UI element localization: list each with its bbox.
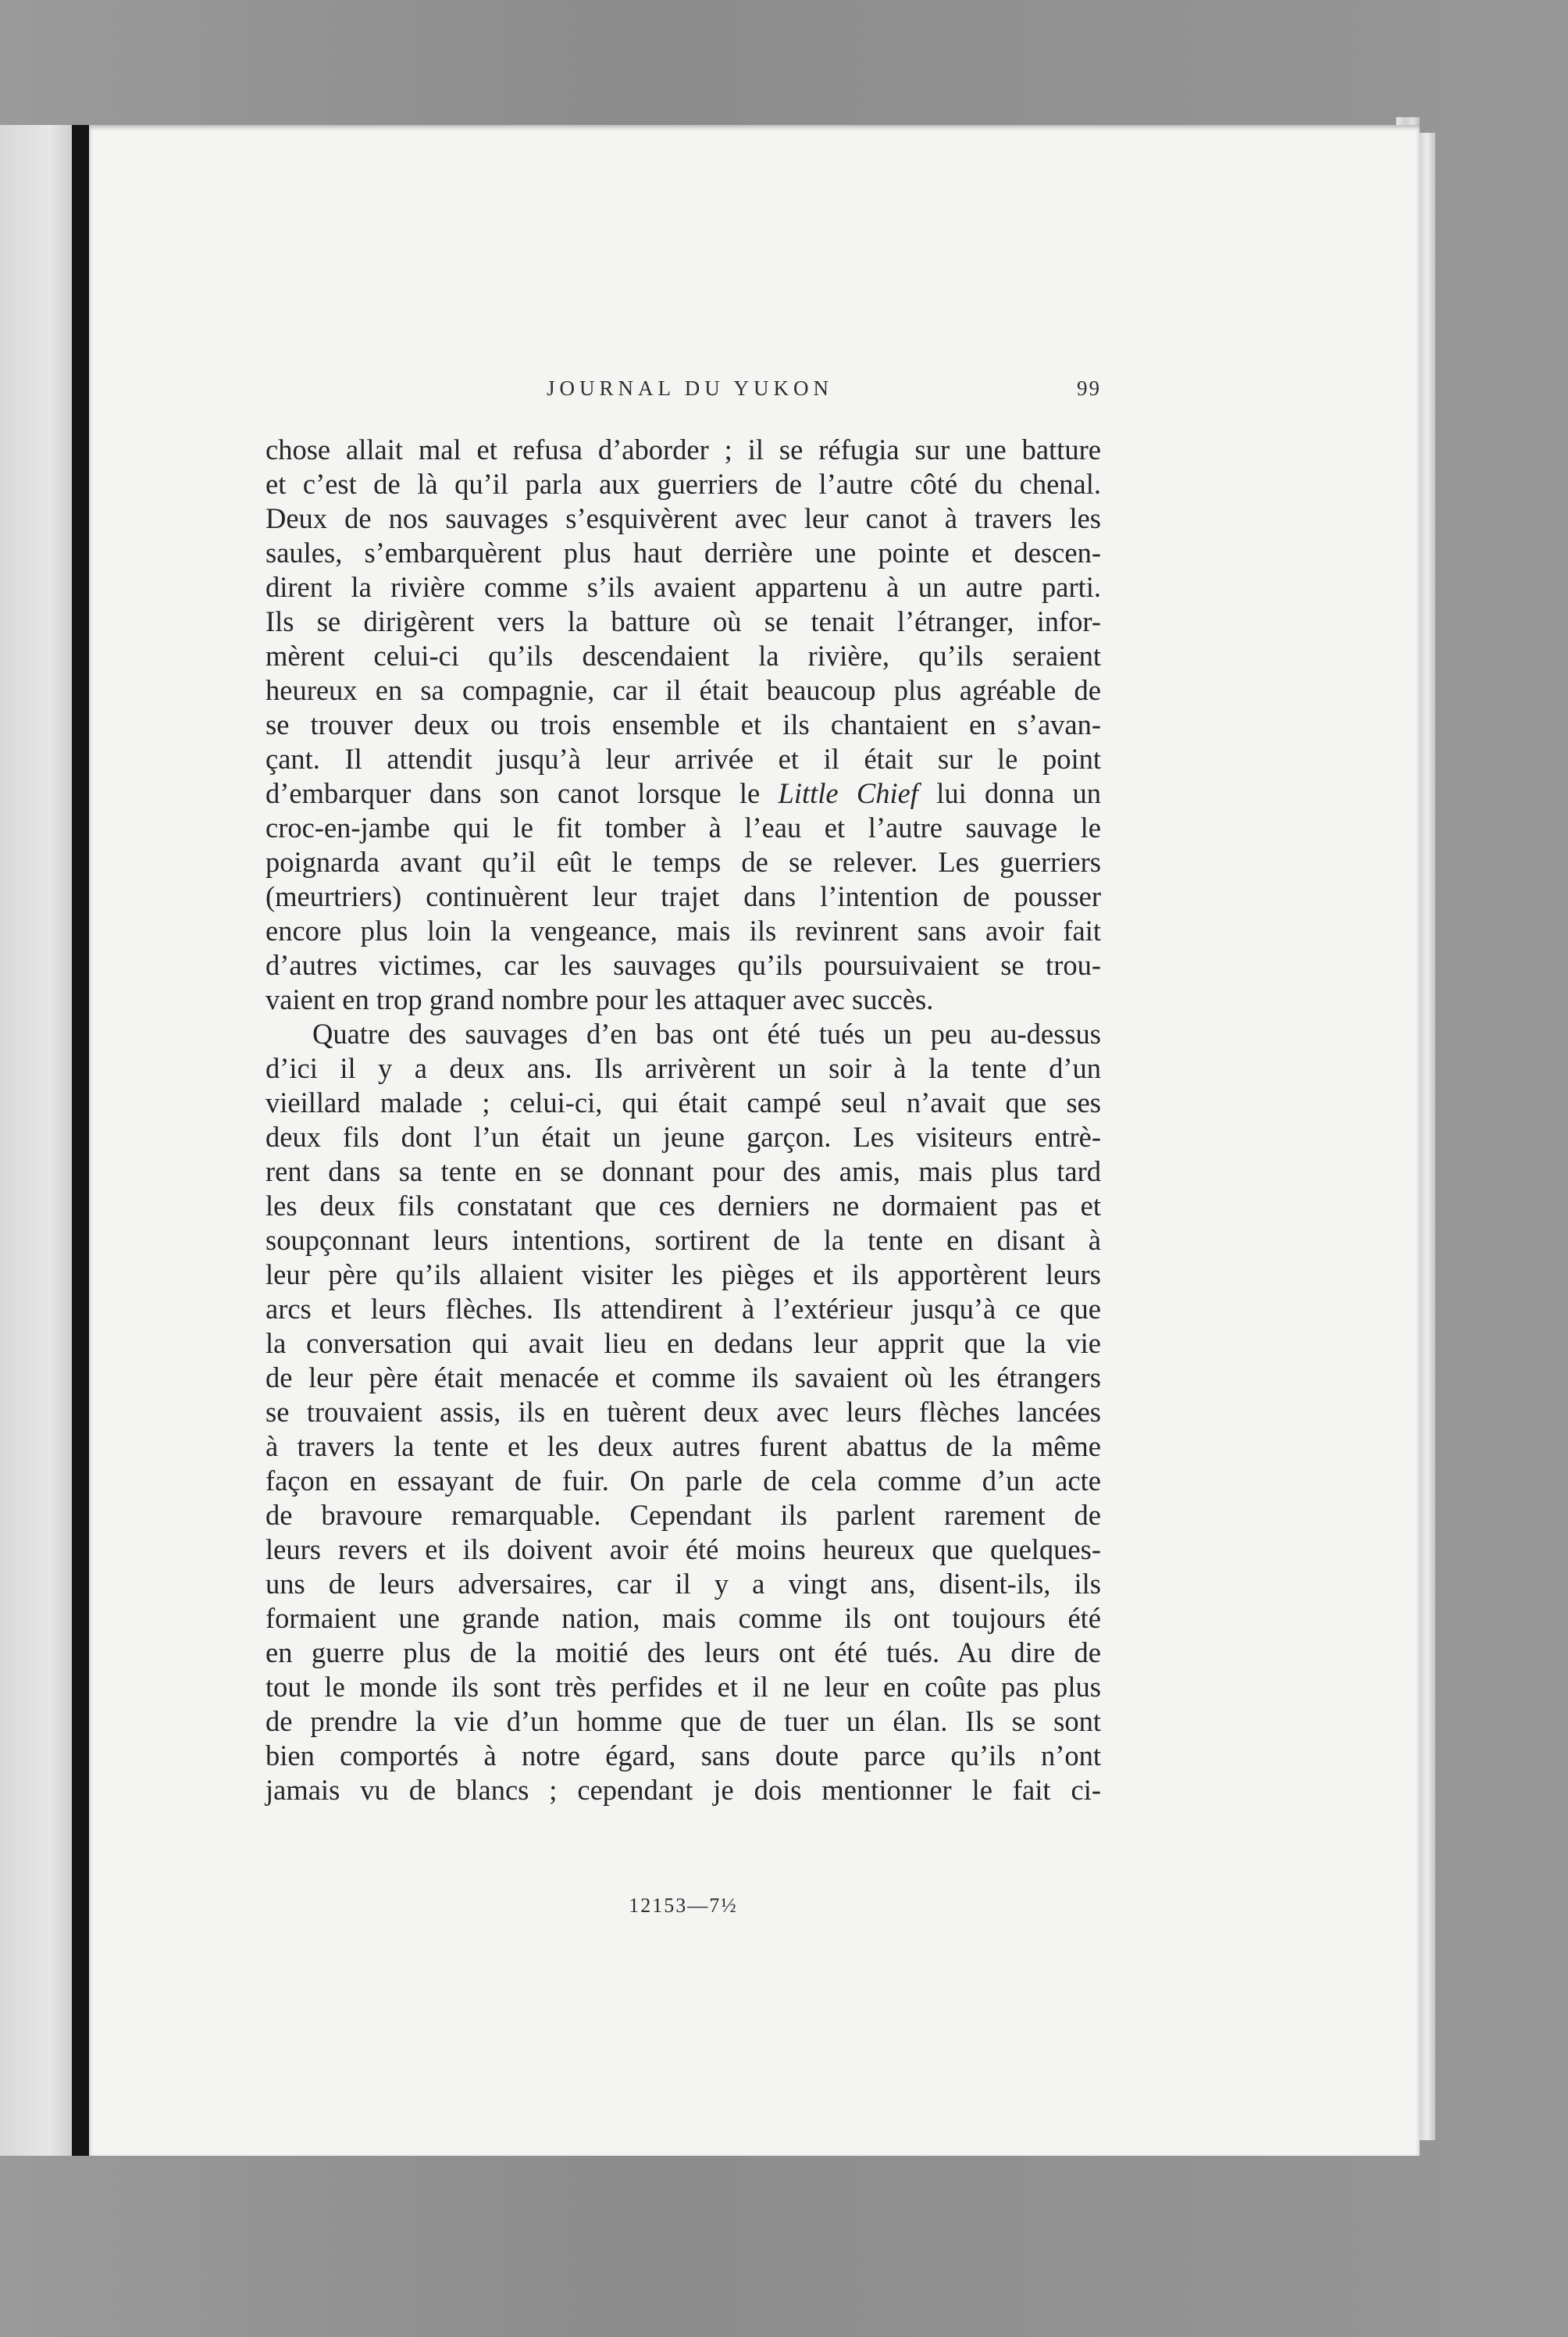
text-line: croc-en-jambe qui le fit tomber à l’eau et l’autre sauvage le bbox=[265, 812, 1101, 844]
running-title: JOURNAL DU YUKON bbox=[547, 376, 833, 400]
text-line: leurs revers et ils doivent avoir été moins heureux que quelques- bbox=[265, 1533, 1101, 1565]
page-stack-edge bbox=[1420, 133, 1435, 2140]
text-line: en guerre plus de la moitié des leurs ont été tués. Au dire de bbox=[265, 1636, 1101, 1668]
text-line: uns de leurs adversaires, car il y a vingt ans, disent-ils, ils bbox=[265, 1568, 1101, 1600]
text-line: soupçonnant leurs intentions, sortirent de la tente en disant à bbox=[265, 1224, 1101, 1256]
body-text bbox=[265, 433, 1101, 1807]
text-line: chose allait mal et refusa d’aborder ; il se réfugia sur une batture bbox=[265, 434, 1101, 466]
page-number: 99 bbox=[1077, 376, 1101, 400]
text-line: tout le monde ils sont très perfides et il ne leur en coûte pas plus bbox=[265, 1671, 1101, 1703]
text-line: bien comportés à notre égard, sans doute parce qu’ils n’ont bbox=[265, 1739, 1101, 1771]
book-gutter bbox=[72, 125, 89, 2156]
text-line: deux fils dont l’un était un jeune garçon. Les visiteurs entrè- bbox=[265, 1121, 1101, 1153]
text-line: façon en essayant de fuir. On parle de cela comme d’un acte bbox=[265, 1465, 1101, 1497]
text-line: d’embarquer dans son canot lorsque le Little Chief lui donna un bbox=[265, 777, 1101, 809]
signature-mark: 12153—7½ bbox=[629, 1894, 738, 1917]
text-line: de prendre la vie d’un homme que de tuer un élan. Ils se sont bbox=[265, 1705, 1101, 1737]
text-line: dirent la rivière comme s’ils avaient appartenu à un autre parti. bbox=[265, 571, 1101, 603]
text-line: de bravoure remarquable. Cependant ils parlent rarement de bbox=[265, 1499, 1101, 1531]
text-line: heureux en sa compagnie, car il était beaucoup plus agréable de bbox=[265, 674, 1101, 706]
text-line: (meurtriers) continuèrent leur trajet dans l’intention de pousser bbox=[265, 880, 1101, 912]
text-line: çant. Il attendit jusqu’à leur arrivée et il était sur le point bbox=[265, 743, 1101, 775]
text-line: de leur père était menacée et comme ils savaient où les étrangers bbox=[265, 1361, 1101, 1393]
text-line: vieillard malade ; celui-ci, qui était campé seul n’avait que ses bbox=[265, 1086, 1101, 1119]
text-line: à travers la tente et les deux autres furent abattus de la même bbox=[265, 1430, 1101, 1462]
text-line: se trouvaient assis, ils en tuèrent deux avec leurs flèches lancées bbox=[265, 1396, 1101, 1428]
text-line: les deux fils constatant que ces derniers ne dormaient pas et bbox=[265, 1190, 1101, 1222]
text-line: vaient en trop grand nombre pour les attaquer avec succès. bbox=[265, 983, 934, 1015]
text-line: Deux de nos sauvages s’esquivèrent avec leur canot à travers les bbox=[265, 502, 1101, 534]
text-line: Ils se dirigèrent vers la batture où se tenait l’étranger, infor- bbox=[265, 605, 1101, 637]
text-line: d’autres victimes, car les sauvages qu’ils poursuivaient se trou- bbox=[265, 949, 1101, 981]
text-line: et c’est de là qu’il parla aux guerriers de l’autre côté du chenal. bbox=[265, 468, 1101, 500]
facing-page-edge bbox=[0, 125, 72, 2156]
text-line: mèrent celui-ci qu’ils descendaient la rivière, qu’ils seraient bbox=[265, 640, 1101, 672]
text-line: d’ici il y a deux ans. Ils arrivèrent un soir à la tente d’un bbox=[265, 1052, 1101, 1084]
text-line: arcs et leurs flèches. Ils attendirent à l’extérieur jusqu’à ce que bbox=[265, 1293, 1101, 1325]
text-line: saules, s’embarquèrent plus haut derrière une pointe et descen- bbox=[265, 537, 1101, 569]
text-line: formaient une grande nation, mais comme ils ont toujours été bbox=[265, 1602, 1101, 1634]
text-line: Quatre des sauvages d’en bas ont été tués un peu au-dessus bbox=[312, 1018, 1101, 1050]
text-line: rent dans sa tente en se donnant pour des amis, mais plus tard bbox=[265, 1155, 1101, 1187]
text-line: encore plus loin la vengeance, mais ils revinrent sans avoir fait bbox=[265, 915, 1101, 947]
text-line: leur père qu’ils allaient visiter les pièges et ils apportèrent leurs bbox=[265, 1258, 1101, 1290]
text-line: se trouver deux ou trois ensemble et ils chantaient en s’avan- bbox=[265, 708, 1101, 740]
text-line: la conversation qui avait lieu en dedans leur apprit que la vie bbox=[265, 1327, 1101, 1359]
text-line: jamais vu de blancs ; cependant je dois mentionner le fait ci- bbox=[265, 1774, 1101, 1806]
text-line: poignarda avant qu’il eût le temps de se relever. Les guerriers bbox=[265, 846, 1101, 878]
